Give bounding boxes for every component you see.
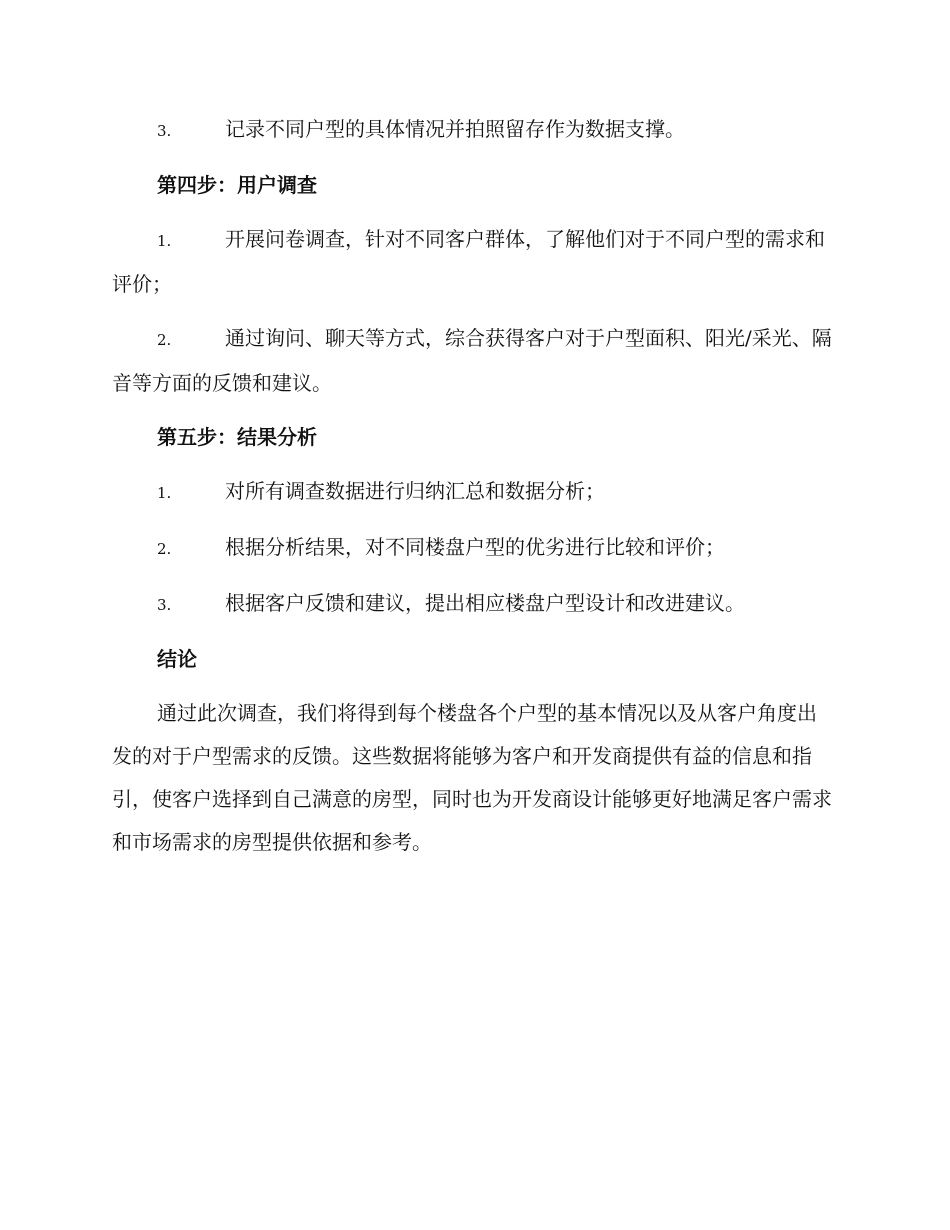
section-heading-step5: 第五步：结果分析 (157, 425, 317, 449)
list-text: 开展问卷调查，针对不同客户群体，了解他们对于不同户型的需求和评价； (112, 227, 825, 296)
list-text: 根据分析结果，对不同楼盘户型的优劣进行比较和评价； (225, 535, 725, 559)
list-number: 3. (157, 122, 172, 140)
list-item (112, 582, 832, 627)
list-item (112, 218, 832, 306)
list-text: 记录不同户型的具体情况并拍照留存作为数据支撑。 (225, 117, 685, 141)
list-number: 2. (157, 331, 172, 349)
list-item (112, 108, 832, 153)
section-heading-step4: 第四步：用户调查 (157, 173, 317, 197)
section-heading-conclusion: 结论 (157, 647, 197, 671)
list-text: 根据客户反馈和建议，提出相应楼盘户型设计和改进建议。 (225, 591, 745, 615)
list-number: 3. (157, 596, 172, 614)
conclusion-paragraph: 通过此次调查，我们将得到每个楼盘各个户型的基本情况以及从客户角度出发的对于户型需求的反馈。这些数据将能够为客户和开发商提供有益的信息和指引，使客户选择到自己满意的房型，同时也为开发商设计能够更好地满足客户需求和市场需求的房型提供依据和参考。 (112, 701, 832, 854)
list-item (112, 470, 832, 515)
list-text: 通过询问、聊天等方式，综合获得客户对于户型面积、阳光/采光、隔音等方面的反馈和建议。 (112, 326, 832, 395)
list-number: 2. (157, 540, 172, 558)
list-item (112, 317, 832, 405)
list-item (112, 526, 832, 571)
list-text: 对所有调查数据进行归纳汇总和数据分析； (225, 479, 605, 503)
list-number: 1. (157, 484, 172, 502)
document-body (112, 108, 832, 864)
list-number: 1. (157, 232, 172, 250)
